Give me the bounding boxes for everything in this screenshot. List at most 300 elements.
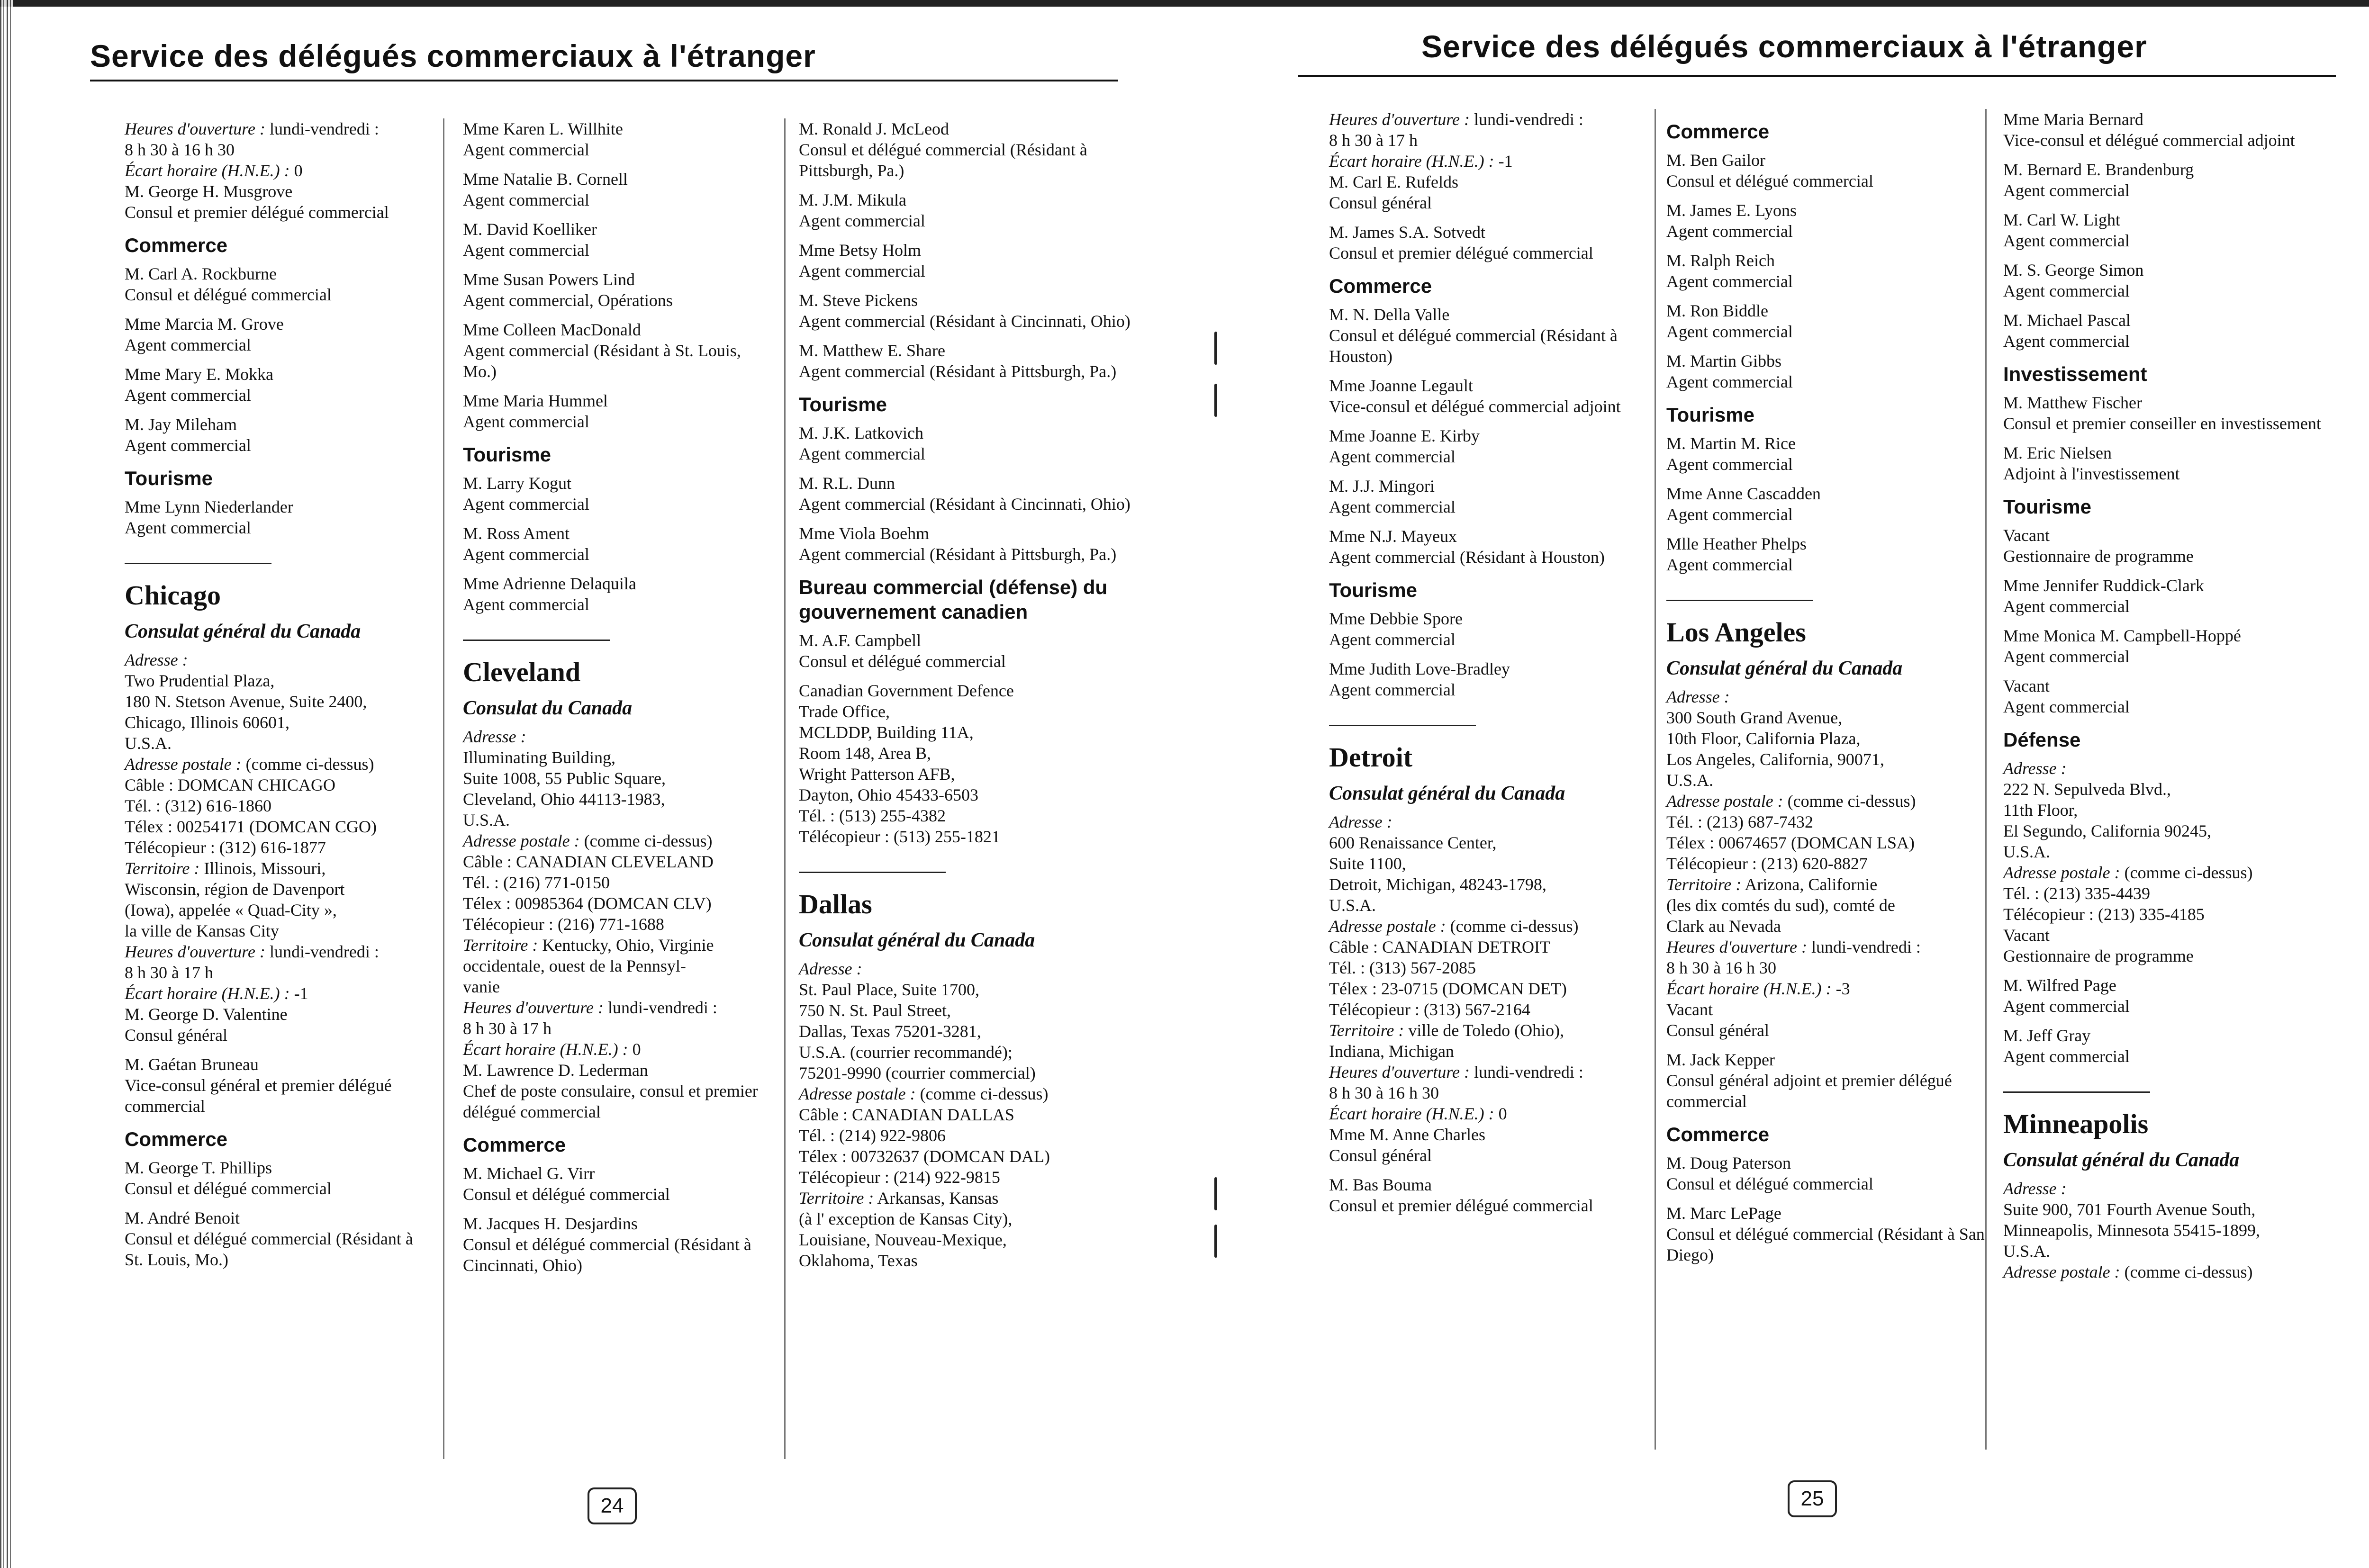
text-line: 222 N. Sepulveda Blvd., (2003, 780, 2171, 799)
entry-name: M. George H. Musgrove (125, 182, 293, 201)
info-line (463, 726, 771, 747)
entry-title: Agent commercial (1666, 272, 1793, 291)
entry-name: Mlle Heather Phelps (1666, 534, 1807, 553)
info-value: Illinois, Missouri, (204, 859, 326, 878)
text-line: St. Paul Place, Suite 1700, (799, 980, 979, 999)
entry-title: Agent commercial (463, 190, 589, 209)
info-line (799, 1083, 1130, 1104)
entry-name: M. James S.A. Sotvedt (1329, 223, 1486, 242)
directory-entry (463, 390, 771, 432)
city-heading: Dallas (799, 889, 872, 919)
entry-title: Agent commercial (2003, 181, 2130, 200)
info-value: -1 (1498, 152, 1513, 171)
directory-entry (2003, 575, 2335, 617)
city-heading: Los Angeles (1666, 617, 1806, 648)
text-line: Tél. : (313) 567-2085 (1329, 958, 1476, 977)
info-label: Adresse postale : (1666, 792, 1783, 811)
info-line (1329, 916, 1632, 937)
page-header: Service des délégués commerciaux à l'étranger (1421, 29, 2147, 64)
entry-title: Agent commercial (Résidant à Pittsburgh, Pa.) (799, 362, 1117, 381)
directory-entry (463, 118, 771, 160)
entry-title: Agent commercial (463, 412, 589, 431)
directory-entry (2003, 525, 2335, 567)
entry-name: Mme Anne Cascadden (1666, 484, 1821, 503)
office-subtitle: Consulat général du Canada (799, 929, 1035, 951)
info-label: Territoire : (463, 936, 538, 955)
directory-entry (799, 630, 1130, 672)
directory-entry (799, 523, 1130, 565)
entry-title: Agent commercial (125, 386, 251, 405)
text-line: U.S.A. (2003, 842, 2051, 861)
section-heading: Tourisme (799, 393, 887, 415)
info-value: Arkansas, Kansas (877, 1189, 999, 1208)
text-line: Dayton, Ohio 45433-6503 (799, 785, 978, 804)
directory-entry (2003, 1025, 2335, 1067)
page-header: Service des délégués commerciaux à l'étranger (90, 38, 816, 73)
entry-title: Agent commercial, Opérations (463, 291, 673, 310)
entry-title: Agent commercial (2003, 997, 2130, 1016)
directory-entry (1329, 375, 1632, 417)
text-line: Canadian Government Defence (799, 681, 1014, 700)
info-value: lundi-vendredi : (269, 119, 379, 138)
text-line: 8 h 30 à 17 h (125, 963, 213, 982)
entry-title: Agent commercial (125, 436, 251, 455)
text-line: Chicago, Illinois 60601, (125, 713, 289, 732)
directory-entry (125, 1054, 428, 1117)
entry-title: Agent commercial (2003, 231, 2130, 250)
directory-entry (799, 290, 1130, 332)
text-line: MCLDDP, Building 11A, (799, 723, 974, 742)
directory-entry (1666, 1203, 1993, 1265)
directory-entry (1666, 351, 1993, 392)
entry-title: Agent commercial (2003, 281, 2130, 300)
text-line: Télécopieur : (213) 335-4185 (2003, 905, 2205, 924)
section-rule (1329, 725, 1476, 726)
text-line: Suite 900, 701 Fourth Avenue South, (2003, 1200, 2256, 1219)
entry-name: M. Carl E. Rufelds (1329, 172, 1458, 191)
info-label: Écart horaire (H.N.E.) : (1329, 1104, 1494, 1123)
entry-title: Agent commercial (Résidant à Houston) (1329, 548, 1605, 567)
entry-title: Consul et premier conseiller en investissement (2003, 414, 2321, 433)
entry-name: M. Lawrence D. Lederman (463, 1061, 648, 1080)
city-heading: Minneapolis (2003, 1108, 2149, 1139)
entry-title: Agent commercial (463, 545, 589, 564)
section-heading: Défense (2003, 729, 2081, 751)
directory-entry (1666, 483, 1993, 525)
entry-name: M. George T. Phillips (125, 1158, 272, 1177)
directory-entry (1329, 1174, 1632, 1216)
text-line: Tél. : (216) 771-0150 (463, 873, 610, 892)
section-heading: Commerce (1666, 120, 1770, 143)
entry-title: Consul et délégué commercial (799, 652, 1006, 671)
entry-name: M. A.F. Campbell (799, 631, 922, 650)
section-heading: Tourisme (125, 467, 213, 489)
directory-entry (799, 189, 1130, 231)
directory-entry (799, 340, 1130, 382)
entry-name: Mme M. Anne Charles (1329, 1125, 1485, 1144)
directory-entry (2003, 925, 2335, 966)
entry-title: Agent commercial (Résidant à Pittsburgh, Pa.) (799, 545, 1117, 564)
info-line (1329, 151, 1632, 171)
directory-entry (2003, 625, 2335, 667)
info-line (463, 997, 771, 1018)
entry-name: Mme Natalie B. Cornell (463, 170, 628, 189)
directory-entry (1329, 425, 1632, 467)
entry-name: Mme Maria Hummel (463, 391, 608, 410)
entry-title: Vice-consul et délégué commercial adjoint (2003, 131, 2295, 150)
text-line: Detroit, Michigan, 48243-1798, (1329, 875, 1546, 894)
section-heading: Tourisme (2003, 496, 2091, 518)
text-line: Câble : CANADIAN DALLAS (799, 1105, 1014, 1124)
text-line: Tél. : (213) 687-7432 (1666, 812, 1813, 831)
directory-entry (125, 263, 428, 305)
entry-name: M. Matthew E. Share (799, 341, 945, 360)
column-6 (2003, 109, 2335, 1282)
info-label: Heures d'ouverture : (125, 119, 265, 138)
entry-title: Consul et délégué commercial (1666, 1174, 1873, 1193)
directory-entry (799, 423, 1130, 464)
text-line: Clark au Nevada (1666, 917, 1781, 936)
info-label: Adresse postale : (2003, 1262, 2120, 1281)
text-line: 8 h 30 à 17 h (463, 1019, 552, 1038)
info-line (1329, 1062, 1632, 1082)
info-value: -1 (294, 984, 308, 1003)
entry-title: Agent commercial (2003, 697, 2130, 716)
info-line (1666, 791, 1993, 811)
right-page (1203, 0, 2369, 1568)
info-value: lundi-vendredi : (1811, 937, 1921, 956)
entry-name: M. David Koelliker (463, 220, 597, 239)
info-label: Adresse : (463, 727, 526, 746)
text-line: occidentale, ouest de la Pennsyl- (463, 956, 686, 975)
entry-title: Consul général (1329, 1146, 1432, 1165)
text-line: Télécopieur : (313) 567-2164 (1329, 1000, 1530, 1019)
text-line: Indiana, Michigan (1329, 1042, 1454, 1061)
entry-title: Agent commercial (2003, 332, 2130, 351)
column-divider (1985, 109, 1987, 1450)
text-line: Los Angeles, California, 90071, (1666, 750, 1884, 769)
entry-name: M. Doug Paterson (1666, 1153, 1791, 1172)
info-value: lundi-vendredi : (1474, 110, 1583, 129)
text-line: El Segundo, California 90245, (2003, 821, 2211, 840)
info-line (2003, 1262, 2335, 1282)
directory-entry (2003, 159, 2335, 201)
column-5 (1666, 109, 1993, 1274)
column-divider (1655, 109, 1656, 1450)
entry-name: Mme Karen L. Willhite (463, 119, 623, 138)
section-heading: Commerce (125, 234, 228, 256)
directory-entry (125, 314, 428, 355)
entry-title: Agent commercial (463, 140, 589, 159)
directory-entry (1329, 476, 1632, 517)
text-line: U.S.A. (463, 811, 510, 829)
info-label: Adresse postale : (463, 831, 580, 850)
entry-title: Agent commercial (1329, 630, 1456, 649)
entry-title: Consul général (125, 1026, 227, 1045)
entry-name: M. Martin M. Rice (1666, 434, 1796, 453)
info-label: Heures d'ouverture : (1329, 1063, 1470, 1081)
entry-title: Agent commercial (799, 261, 925, 280)
entry-name: M. Ross Ament (463, 524, 570, 543)
entry-title: Consul et délégué commercial (Résidant à Houston) (1329, 326, 1618, 366)
text-line: Télécopieur : (216) 771-1688 (463, 915, 664, 934)
directory-entry (125, 1004, 428, 1045)
text-line: Télécopieur : (312) 616-1877 (125, 838, 326, 857)
entry-title: Consul et délégué commercial (125, 1179, 332, 1198)
entry-title: Vice-consul et délégué commercial adjoint (1329, 397, 1621, 416)
entry-name: Mme Mary E. Mokka (125, 365, 273, 384)
text-line: 8 h 30 à 16 h 30 (1666, 958, 1776, 977)
info-value: lundi-vendredi : (269, 942, 379, 961)
directory-entry (1329, 608, 1632, 650)
entry-name: M. Larry Kogut (463, 474, 571, 493)
info-label: Heures d'ouverture : (463, 998, 604, 1017)
info-line (463, 830, 771, 851)
text-line: Illuminating Building, (463, 748, 615, 767)
entry-name: Mme Joanne Legault (1329, 376, 1473, 395)
text-line: 750 N. St. Paul Street, (799, 1001, 951, 1020)
entry-name: Mme Lynn Niederlander (125, 497, 293, 516)
info-line (125, 941, 428, 962)
entry-title: Vice-consul général et premier délégué commercial (125, 1076, 392, 1116)
entry-name: M. Carl W. Light (2003, 210, 2121, 229)
info-line (125, 649, 428, 670)
directory-entry (2003, 310, 2335, 351)
entry-name: M. Michael G. Virr (463, 1164, 595, 1183)
directory-entry (799, 118, 1130, 181)
info-line (2003, 862, 2335, 883)
entry-title: Consul et délégué commercial (Résidant à San Diego) (1666, 1225, 1985, 1264)
entry-name: M. N. Della Valle (1329, 305, 1450, 324)
info-label: Adresse : (1666, 687, 1730, 706)
column-3 (799, 118, 1130, 1271)
directory-entry (125, 181, 428, 223)
text-line: 600 Renaissance Center, (1329, 833, 1497, 852)
entry-name: M. Jeff Gray (2003, 1026, 2091, 1045)
text-line: Room 148, Area B, (799, 744, 931, 763)
entry-title: Agent commercial (463, 241, 589, 260)
entry-name: Mme Judith Love-Bradley (1329, 659, 1510, 678)
info-line (1329, 1020, 1632, 1041)
info-label: Écart horaire (H.N.E.) : (463, 1040, 628, 1059)
entry-title: Agent commercial (2003, 597, 2130, 616)
entry-name: Mme Adrienne Delaquila (463, 574, 636, 593)
entry-name: Mme Colleen MacDonald (463, 320, 641, 339)
info-line (1329, 1103, 1632, 1124)
directory-entry (463, 1060, 771, 1122)
info-line (125, 118, 428, 139)
info-label: Territoire : (125, 859, 200, 878)
text-line: 180 N. Stetson Avenue, Suite 2400, (125, 692, 367, 711)
entry-title: Agent commercial (1666, 222, 1793, 241)
directory-entry (1329, 222, 1632, 263)
entry-title: Consul général (1666, 1021, 1769, 1040)
text-line: 8 h 30 à 16 h 30 (125, 140, 235, 159)
entry-title: Consul et délégué commercial (1666, 171, 1873, 190)
entry-name: Mme Marcia M. Grove (125, 315, 284, 333)
info-line (1329, 811, 1632, 832)
text-line: U.S.A. (2003, 1242, 2051, 1261)
entry-name: M. Steve Pickens (799, 291, 918, 310)
directory-entry (799, 240, 1130, 281)
text-line: 75201-9990 (courrier commercial) (799, 1063, 1036, 1082)
column-divider (784, 118, 786, 1459)
entry-name: M. Eric Nielsen (2003, 443, 2112, 462)
entry-name: M. Ben Gailor (1666, 151, 1765, 170)
entry-name: M. Jack Kepper (1666, 1050, 1775, 1069)
entry-name: M. J.J. Mingori (1329, 477, 1435, 496)
directory-entry (125, 1208, 428, 1270)
directory-entry (2003, 109, 2335, 151)
directory-entry (125, 414, 428, 456)
info-value: Kentucky, Ohio, Virginie (542, 936, 714, 955)
info-line (463, 1039, 771, 1060)
entry-name: M. S. George Simon (2003, 261, 2144, 279)
text-line: 300 South Grand Avenue, (1666, 708, 1843, 727)
directory-entry (1666, 300, 1993, 342)
entry-title: Agent commercial (125, 335, 251, 354)
directory-entry (2003, 209, 2335, 251)
info-value: (comme ci-dessus) (920, 1084, 1049, 1103)
section-rule (463, 640, 610, 641)
info-label: Adresse : (1329, 812, 1392, 831)
info-line (2003, 1178, 2335, 1199)
section-rule (125, 563, 271, 564)
entry-title: Consul et premier délégué commercial (1329, 1196, 1593, 1215)
entry-name: M. André Benoit (125, 1208, 240, 1227)
entry-title: Chef de poste consulaire, consul et premier délégué commercial (463, 1081, 758, 1121)
info-value: (comme ci-dessus) (1787, 792, 1916, 811)
entry-name: M. Bernard E. Brandenburg (2003, 160, 2194, 179)
entry-name: M. Ronald J. McLeod (799, 119, 949, 138)
section-heading: Commerce (1666, 1123, 1770, 1145)
entry-name: Mme Viola Boehm (799, 524, 930, 543)
text-line: Télécopieur : (213) 620-8827 (1666, 854, 1868, 873)
info-label: Écart horaire (H.N.E.) : (1666, 979, 1832, 998)
entry-title: Agent commercial (Résidant à St. Louis, Mo.) (463, 341, 741, 381)
info-value: 0 (632, 1040, 641, 1059)
info-value: (comme ci-dessus) (2124, 863, 2253, 882)
info-value: (comme ci-dessus) (245, 755, 374, 774)
info-line (799, 1188, 1130, 1208)
directory-entry (1329, 304, 1632, 367)
entry-name: Vacant (2003, 676, 2050, 695)
directory-entry (125, 1157, 428, 1199)
info-label: Écart horaire (H.N.E.) : (125, 984, 290, 1003)
text-line: 8 h 30 à 16 h 30 (1329, 1083, 1439, 1102)
entry-name: M. Carl A. Rockburne (125, 264, 277, 283)
info-line (1666, 937, 1993, 957)
info-line (1666, 874, 1993, 895)
info-label: Adresse : (125, 650, 188, 669)
text-line: Two Prudential Plaza, (125, 671, 275, 690)
directory-entry (125, 496, 428, 538)
entry-name: Mme Susan Powers Lind (463, 270, 635, 289)
section-heading: Commerce (463, 1134, 566, 1156)
directory-entry (1666, 150, 1993, 191)
text-line: Minneapolis, Minnesota 55415-1899, (2003, 1221, 2260, 1240)
section-heading: Commerce (125, 1128, 228, 1150)
entry-title: Agent commercial (1666, 555, 1793, 574)
header-rule (90, 80, 1118, 81)
entry-name: Mme Monica M. Campbell-Hoppé (2003, 626, 2241, 645)
info-label: Adresse : (2003, 759, 2067, 778)
directory-entry (125, 364, 428, 406)
directory-entry (463, 269, 771, 311)
entry-name: M. Gaétan Bruneau (125, 1055, 259, 1074)
column-1 (125, 118, 428, 1279)
text-line: U.S.A. (courrier recommandé); (799, 1043, 1013, 1062)
entry-name: M. Marc LePage (1666, 1204, 1781, 1223)
entry-title: Agent commercial (2003, 1047, 2130, 1066)
entry-name: Mme Maria Bernard (2003, 110, 2143, 129)
directory-entry (2003, 260, 2335, 301)
entry-name: M. Martin Gibbs (1666, 351, 1781, 370)
info-label: Adresse postale : (1329, 917, 1446, 936)
entry-title: Consul et délégué commercial (Résidant à Cincinnati, Ohio) (463, 1235, 751, 1275)
info-value: 0 (1498, 1104, 1507, 1123)
info-label: Heures d'ouverture : (1329, 110, 1470, 129)
entry-title: Agent commercial (Résidant à Cincinnati, Ohio) (799, 312, 1130, 331)
info-line (2003, 758, 2335, 779)
info-label: Adresse postale : (2003, 863, 2120, 882)
text-line: Cleveland, Ohio 44113-1983, (463, 790, 665, 809)
info-value: (comme ci-dessus) (584, 831, 713, 850)
info-value: (comme ci-dessus) (2124, 1262, 2253, 1281)
info-value: -3 (1836, 979, 1850, 998)
directory-entry (799, 473, 1130, 514)
text-line: Câble : DOMCAN CHICAGO (125, 775, 335, 794)
entry-title: Agent commercial (1666, 505, 1793, 524)
info-label: Adresse : (799, 959, 862, 978)
directory-entry (2003, 442, 2335, 484)
office-subtitle: Consulat général du Canada (2003, 1149, 2240, 1171)
office-subtitle: Consulat du Canada (463, 697, 633, 719)
directory-entry (1666, 1049, 1993, 1112)
section-rule (1666, 600, 1813, 601)
text-line: Oklahoma, Texas (799, 1251, 918, 1270)
entry-title: Adjoint à l'investissement (2003, 464, 2180, 483)
page-number: 24 (588, 1487, 637, 1524)
directory-entry (463, 319, 771, 382)
directory-entry (1666, 250, 1993, 292)
text-line: Tél. : (513) 255-4382 (799, 806, 946, 825)
text-line: 10th Floor, California Plaza, (1666, 729, 1861, 748)
text-line: Télex : 00985364 (DOMCAN CLV) (463, 894, 712, 913)
text-line: 8 h 30 à 17 h (1329, 131, 1418, 150)
text-line: Télex : 00732637 (DOMCAN DAL) (799, 1147, 1050, 1166)
text-line: Tél. : (213) 335-4439 (2003, 884, 2150, 903)
info-line (1666, 978, 1993, 999)
entry-name: Vacant (2003, 526, 2050, 545)
entry-title: Consul et délégué commercial (463, 1185, 670, 1204)
entry-name: M. George D. Valentine (125, 1005, 288, 1024)
info-label: Heures d'ouverture : (125, 942, 265, 961)
entry-title: Consul et délégué commercial (Résidant à Pittsburgh, Pa.) (799, 140, 1087, 180)
info-line (1666, 686, 1993, 707)
entry-title: Agent commercial (1329, 497, 1456, 516)
entry-title: Consul et délégué commercial (Résidant à St. Louis, Mo.) (125, 1229, 413, 1269)
section-heading: Tourisme (1666, 404, 1754, 426)
entry-title: Agent commercial (125, 518, 251, 537)
info-line (799, 958, 1130, 979)
info-label: Territoire : (1329, 1021, 1404, 1040)
text-line: Télex : 00254171 (DOMCAN CGO) (125, 817, 377, 836)
info-label: Adresse postale : (799, 1084, 916, 1103)
column-4 (1329, 109, 1632, 1225)
text-line: Dallas, Texas 75201-3281, (799, 1022, 981, 1041)
entry-title: Agent commercial (1666, 455, 1793, 474)
